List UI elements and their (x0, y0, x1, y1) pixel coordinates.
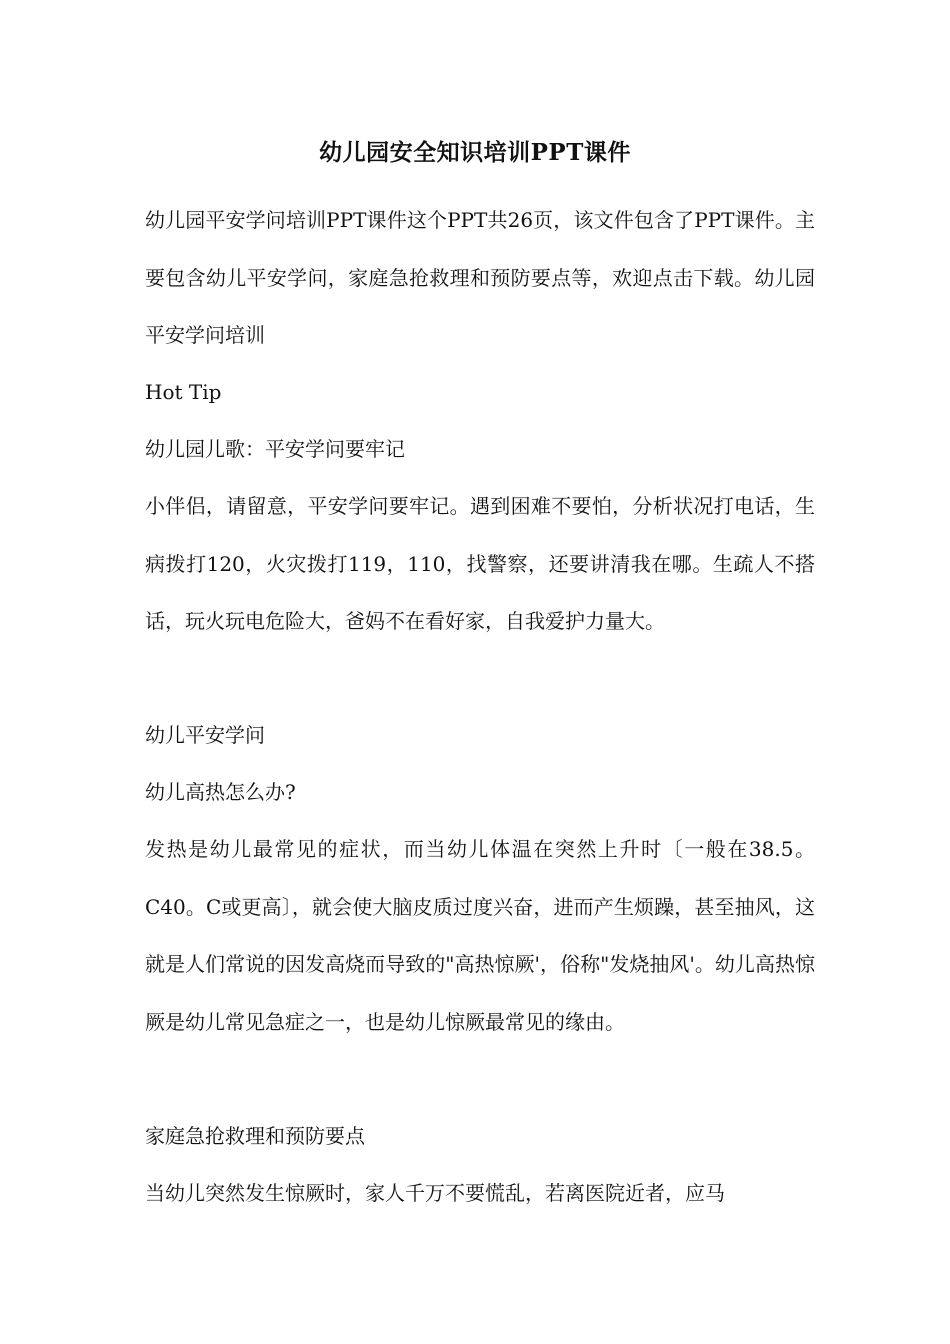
child-safety-heading: 幼儿平安学问 (145, 723, 265, 747)
intro-paragraph: 幼儿园平安学问培训PPT课件这个PPT共26页，该文件包含了PPT课件。主要包含幼儿平安学问，家庭急抢救理和预防要点等，欢迎点击下载。幼儿园平安学问培训 (145, 208, 815, 347)
fever-heading: 幼儿高热怎么办? (145, 780, 296, 804)
first-aid-paragraph: 当幼儿突然发生惊厥时，家人千万不要慌乱，若离医院近者，应马 (145, 1181, 725, 1205)
fever-paragraph: 发热是幼儿最常见的症状，而当幼儿体温在突然上升时〔一般在38.5。C40。C或更高〕，就会使大脑皮质过度兴奋，进而产生烦躁，甚至抽风，这就是人们常说的因发高烧而导致的"高热惊厥'，俗称"发烧抽风'。幼儿高热惊厥是幼儿常见急症之一，也是幼儿惊厥最常见的缘由。 (145, 837, 815, 1034)
song-heading: 幼儿园儿歌：平安学问要牢记 (145, 437, 405, 461)
first-aid-heading: 家庭急抢救理和预防要点 (145, 1124, 365, 1148)
song-paragraph: 小伴侣，请留意，平安学问要牢记。遇到困难不要怕，分析状况打电话，生病拨打120，火灾拨打119，110，找警察，还要讲清我在哪。生疏人不搭话，玩火玩电危险大，爸妈不在看好家，自我爱护力量大。 (145, 494, 815, 633)
document-title: 幼儿园安全知识培训PPT课件 (319, 139, 631, 166)
hot-tip-heading: Hot Tip (145, 380, 222, 404)
